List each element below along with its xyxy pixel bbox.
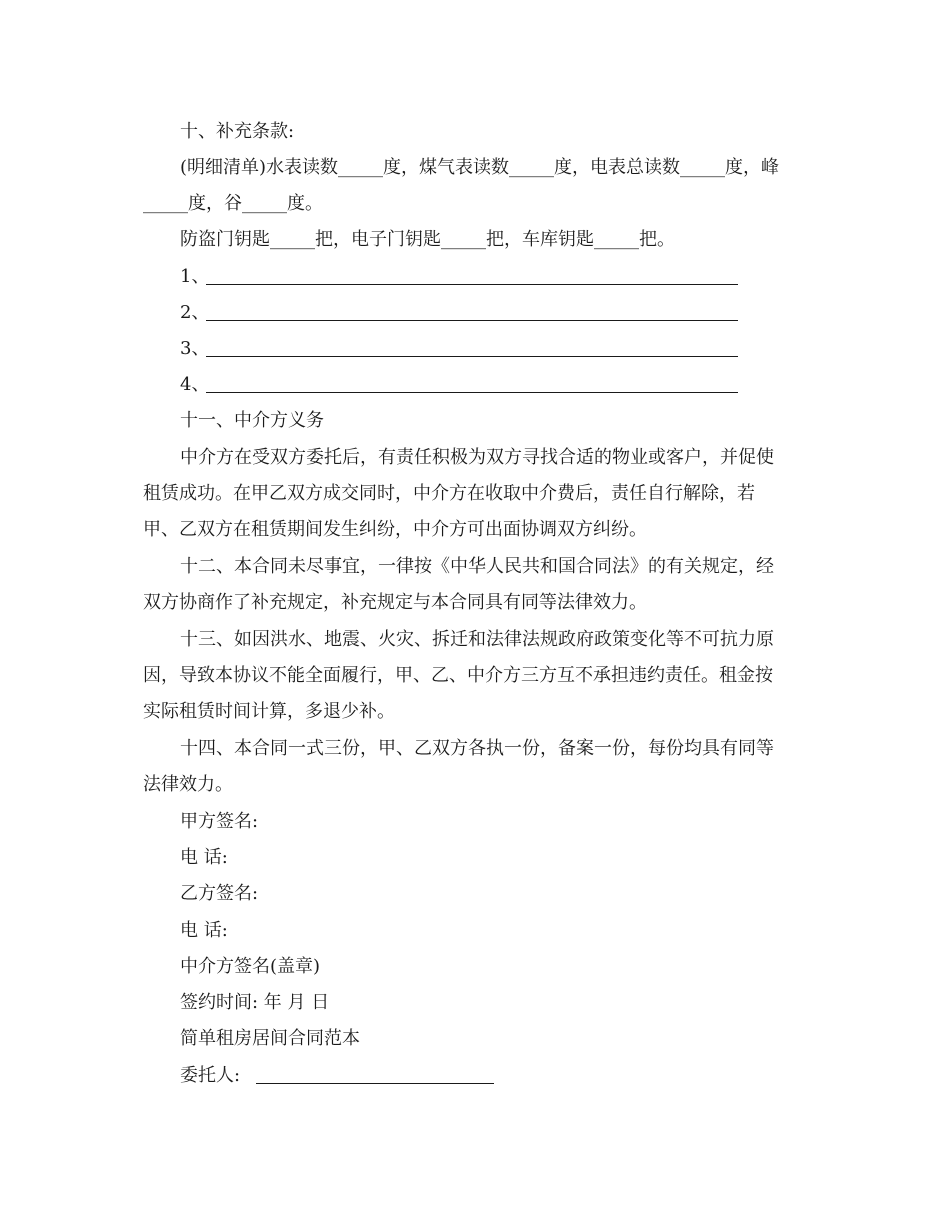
- supplement-item-4-blank: [206, 392, 738, 393]
- section-13-line-1: 十三、如因洪水、地震、火灾、拆迁和法律法规政府政策变化等不可抗力原: [180, 629, 774, 650]
- section-11-line-1: 中介方在受双方委托后，有责任积极为双方寻找合适的物业或客户，并促使: [180, 447, 774, 468]
- section-14-line-1: 十四、本合同一式三份，甲、乙双方各执一份，备案一份，每份均具有同等: [180, 738, 774, 759]
- supplement-item-2-label: 2、: [180, 302, 210, 323]
- section-13-line-2: 因，导致本协议不能全面履行，甲、乙、中介方三方互不承担违约责任。租金按: [143, 665, 773, 686]
- supplement-item-2-blank: [206, 320, 738, 321]
- party-a-signature: 甲方签名:: [180, 811, 259, 832]
- supplement-item-4-label: 4、: [180, 374, 210, 395]
- agent-signature: 中介方签名(盖章): [180, 956, 321, 977]
- section-11-line-2: 租赁成功。在甲乙双方成交同时，中介方在收取中介费后，责任自行解除，若: [143, 483, 755, 504]
- supplement-item-3-blank: [206, 356, 738, 357]
- client-label: 委托人:: [180, 1065, 241, 1086]
- section-12-line-2: 双方协商作了补充规定，补充规定与本合同具有同等法律效力。: [143, 592, 647, 613]
- meter-readings-line-2: _____度，谷_____度。: [143, 193, 323, 214]
- party-a-phone: 电 话:: [180, 847, 228, 868]
- supplement-item-3-label: 3、: [180, 338, 210, 359]
- section-10-title: 十、补充条款:: [180, 121, 295, 142]
- signing-date: 签约时间: 年 月 日: [180, 992, 330, 1013]
- meter-readings-line-1: (明细清单)水表读数_____度，煤气表读数_____度，电表总读数_____度，峰: [180, 157, 780, 178]
- keys-line: 防盗门钥匙_____把，电子门钥匙_____把，车库钥匙_____把。: [180, 229, 675, 250]
- section-13-line-3: 实际租赁时间计算，多退少补。: [143, 701, 395, 722]
- section-11-title: 十一、中介方义务: [180, 410, 324, 431]
- party-b-signature: 乙方签名:: [180, 883, 259, 904]
- section-11-line-3: 甲、乙双方在租赁期间发生纠纷，中介方可出面协调双方纠纷。: [143, 519, 647, 540]
- section-14-line-2: 法律效力。: [143, 774, 233, 795]
- section-12-line-1: 十二、本合同未尽事宜，一律按《中华人民共和国合同法》的有关规定，经: [180, 556, 774, 577]
- party-b-phone: 电 话:: [180, 920, 228, 941]
- next-contract-title: 简单租房居间合同范本: [180, 1028, 360, 1049]
- client-blank: [256, 1083, 494, 1084]
- supplement-item-1-label: 1、: [180, 266, 210, 287]
- supplement-item-1-blank: [206, 284, 738, 285]
